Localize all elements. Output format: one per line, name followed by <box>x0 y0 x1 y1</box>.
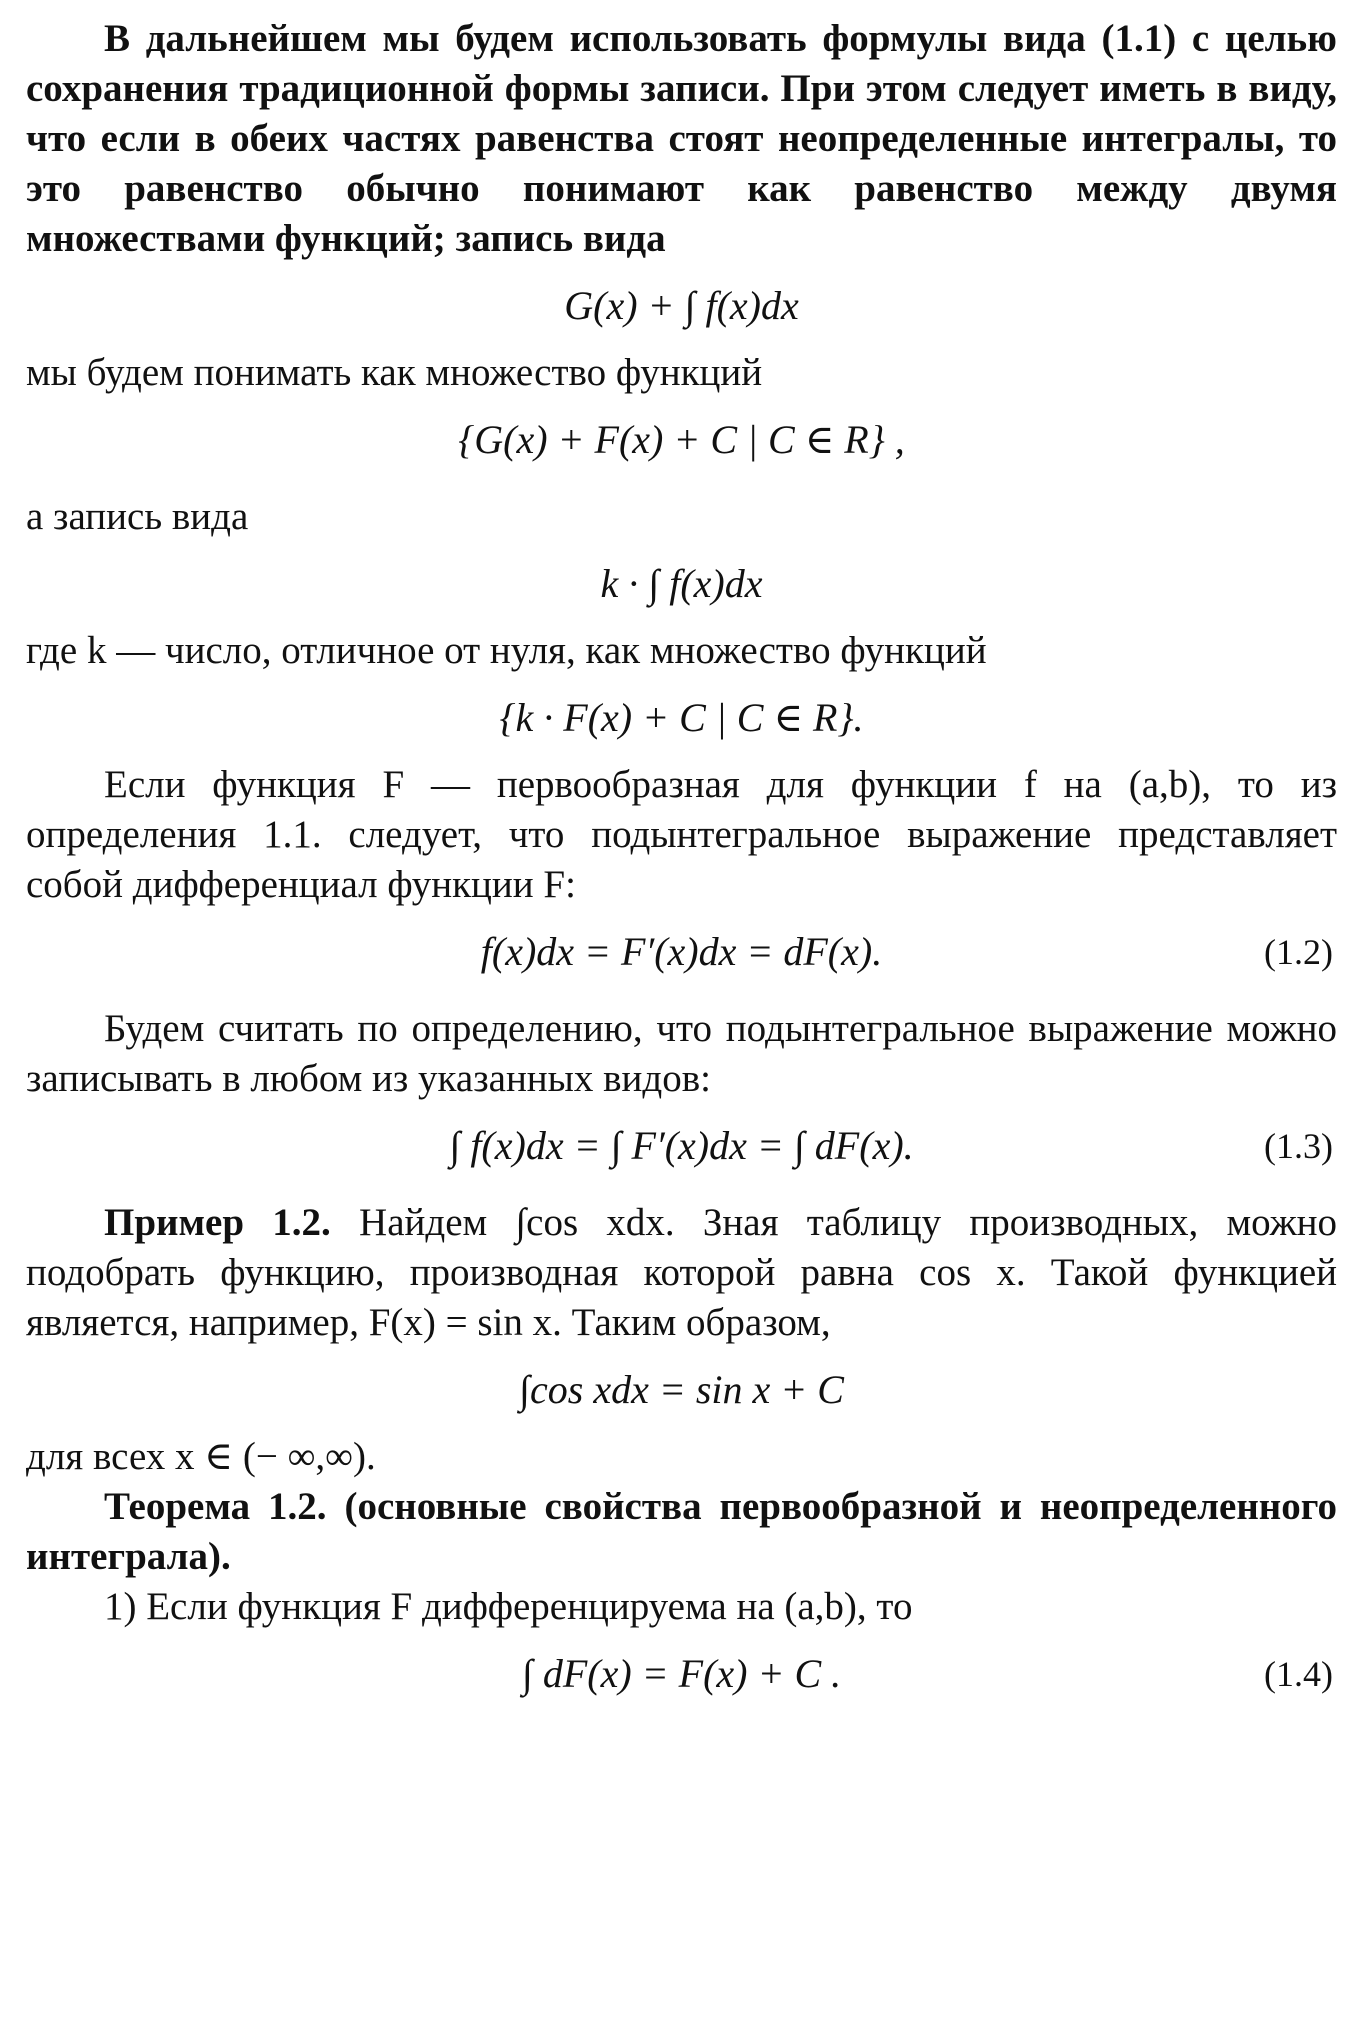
formula-1-2 <box>26 910 1337 994</box>
formula-text: {k · F(x) + C | C ∈ R}. <box>499 695 864 740</box>
example-text: Найдем ∫cos xdx. Зная таблицу производных, можно подобрать функцию, производная которой равна cos x. Такой функцией является, например, F(x) = sin x. Таким образом, <box>26 1201 1338 1344</box>
equation-number: (1.4) <box>1264 1654 1333 1694</box>
formula-text: f(x)dx = F′(x)dx = dF(x). <box>480 929 883 974</box>
example-paragraph <box>26 1198 1337 1348</box>
paragraph-intro: В дальнейшем мы будем использовать формулы вида (1.1) с целью сохранения традиционной формы записи. При этом следует иметь в виду, что если в обеих частях равенства стоят неопределенные интегралы, то это равенство обычно понимают как равенство между двумя множествами функций; запись вида <box>26 17 1337 260</box>
formula-text: ∫ f(x)dx = ∫ F′(x)dx = ∫ dF(x). <box>449 1123 914 1168</box>
paragraph-where-k: где k — число, отличное от нуля, как множество функций <box>26 629 987 672</box>
formula-cos-integral <box>26 1348 1337 1432</box>
paragraph-definition: Будем считать по определению, что подынтегральное выражение можно записывать в любом из указанных видов: <box>26 1007 1337 1100</box>
formula-text: G(x) + ∫ f(x)dx <box>564 283 799 328</box>
paragraph-for-all-x: для всех x ∈ (− ∞,∞). <box>26 1435 376 1478</box>
paragraph-and-notation: а запись вида <box>26 495 249 538</box>
equation-number: (1.3) <box>1264 1126 1333 1166</box>
formula-text: ∫ dF(x) = F(x) + C . <box>521 1651 842 1696</box>
formula-text: k · ∫ f(x)dx <box>600 561 763 606</box>
formula-g-plus-integral <box>26 264 1337 348</box>
formula-k-integral <box>26 542 1337 626</box>
formula-1-4 <box>26 1632 1337 1716</box>
example-label: Пример 1.2. <box>104 1201 331 1244</box>
formula-text: ∫cos xdx = sin x + C <box>519 1367 844 1412</box>
paragraph-theorem-item-1: 1) Если функция F дифференцируема на (a,b), то <box>104 1585 913 1628</box>
formula-text: {G(x) + F(x) + C | C ∈ R} , <box>458 417 905 462</box>
formula-function-set <box>26 398 1337 482</box>
formula-k-function-set <box>26 676 1337 760</box>
formula-1-3 <box>26 1104 1337 1188</box>
paragraph-set-of-functions: мы будем понимать как множество функций <box>26 351 763 394</box>
theorem-heading: Теорема 1.2. (основные свойства первообразной и неопределенного интеграла). <box>26 1485 1337 1578</box>
paragraph-antiderivative: Если функция F — первообразная для функции f на (a,b), то из определения 1.1. следует, что подынтегральное выражение представляет собой дифференциал функции F: <box>26 763 1337 906</box>
equation-number: (1.2) <box>1264 932 1333 972</box>
